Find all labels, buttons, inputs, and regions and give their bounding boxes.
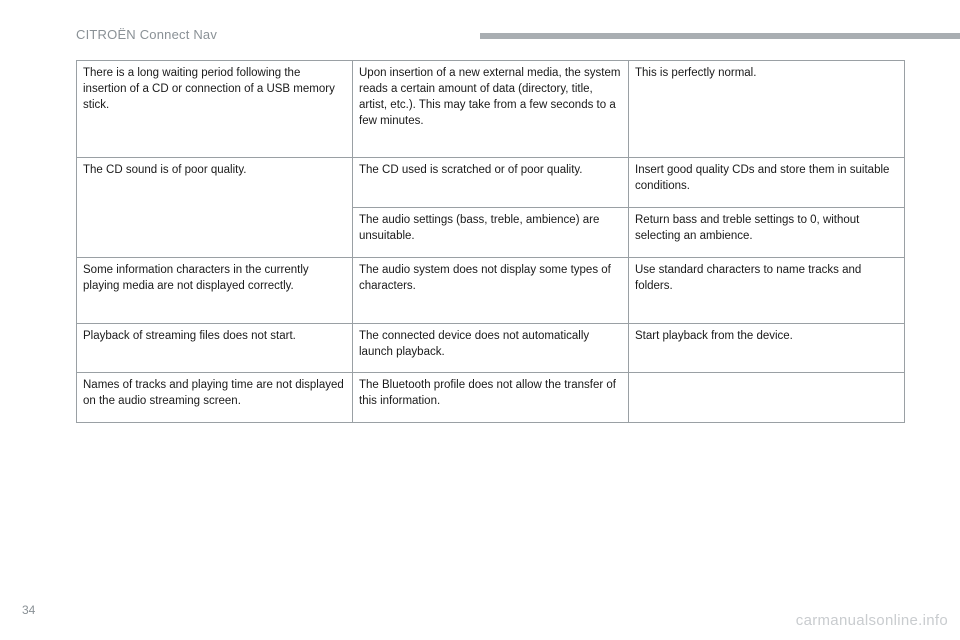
solution-cell: Start playback from the device. xyxy=(629,324,905,373)
troubleshooting-table xyxy=(76,60,905,423)
solution-cell xyxy=(629,373,905,423)
header-divider-bar xyxy=(480,33,960,39)
cause-cell: The audio system does not display some types of characters. xyxy=(353,258,629,324)
cause-cell: The audio settings (bass, treble, ambience) are unsuitable. xyxy=(353,208,629,258)
solution-cell: Return bass and treble settings to 0, without selecting an ambience. xyxy=(629,208,905,258)
cause-cell: The CD used is scratched or of poor quality. xyxy=(353,158,629,208)
solution-cell: This is perfectly normal. xyxy=(629,61,905,158)
table-row xyxy=(77,61,905,158)
cause-cell: The Bluetooth profile does not allow the transfer of this information. xyxy=(353,373,629,423)
troubleshooting-table-container xyxy=(76,60,904,423)
problem-cell: Names of tracks and playing time are not displayed on the audio streaming screen. xyxy=(77,373,353,423)
solution-cell: Insert good quality CDs and store them in suitable conditions. xyxy=(629,158,905,208)
table-row xyxy=(77,258,905,324)
cause-cell: The connected device does not automatically launch playback. xyxy=(353,324,629,373)
table-row xyxy=(77,373,905,423)
table-row xyxy=(77,324,905,373)
page-number: 34 xyxy=(22,603,36,617)
problem-cell: There is a long waiting period following the insertion of a CD or connection of a USB memory stick. xyxy=(77,61,353,158)
header-title: CITROËN Connect Nav xyxy=(76,27,218,42)
watermark-link[interactable]: carmanualsonline.info xyxy=(795,612,948,629)
page-header xyxy=(0,0,960,48)
cause-cell: Upon insertion of a new external media, the system reads a certain amount of data (directory, title, artist, etc.). This may take from a few seconds to a few minutes. xyxy=(353,61,629,158)
solution-cell: Use standard characters to name tracks and folders. xyxy=(629,258,905,324)
table-row xyxy=(77,158,905,208)
problem-cell: Some information characters in the currently playing media are not displayed correctly. xyxy=(77,258,353,324)
problem-cell: The CD sound is of poor quality. xyxy=(77,158,353,258)
problem-cell: Playback of streaming files does not start. xyxy=(77,324,353,373)
